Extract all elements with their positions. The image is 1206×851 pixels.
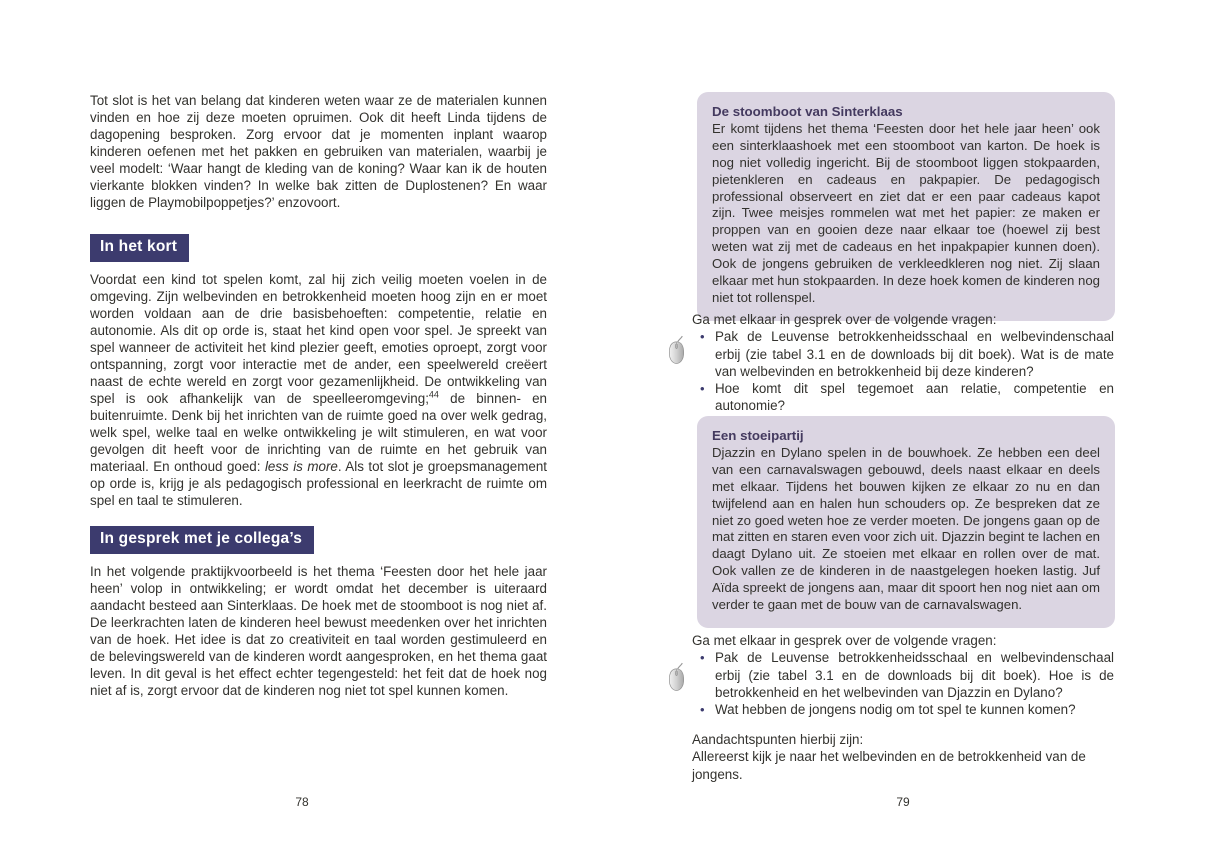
paragraph-text: Voordat een kind tot spelen komt, zal hij zich veilig moeten voelen in de omgeving. Zijn welbevinden en betrokkenheid moeten hoog zijn en er moet worden voldaan aan de drie basisbehoeften: competentie, relatie en autonomie. Als dit op orde is, staat het kind open voor spel. Je spreekt van spel wanneer de activiteit het kind plezier geeft, emoties oproept, zorgt voor ontspanning, zorgt voor interactie met de ander, een speelwereld creëert naast de echte wereld en zorgt voor gezamenlijkheid. De ontwikkeling van spel is ook afhankelijk van de speelleeromgeving; (90, 272, 547, 406)
question-item: • Pak de Leuvense betrokkenheidsschaal en welbevindenschaal erbij (zie tabel 3.1 en de downloads bij dit boek). Wat is de mate van welbevinden en betrokkenheid bij deze kinderen? (715, 328, 1114, 380)
question-item: • Pak de Leuvense betrokkenheidsschaal en welbevindenschaal erbij (zie tabel 3.1 en de downloads bij dit boek). Hoe is de betrokkenheid en het welbevinden van Djazzin en Dylano? (715, 649, 1114, 701)
section-heading-in-gesprek (90, 526, 314, 554)
italic-phrase: less is more (264, 459, 338, 474)
heading-banner: In het kort (90, 234, 189, 262)
footnote-reference: 44 (428, 389, 439, 400)
paragraph-text: de binnen- en buitenruimte. Denk bij het inrichten van de ruimte goed na over welk gedrag, welk spel, welke taal en welke ontwikkeling je wilt stimuleren, en wat voor gevolgen dit heeft voor de inrichting van de ruimte en het gebruik van materiaal. En onthoud goed: (90, 391, 548, 474)
page-number-right: 79 (896, 795, 910, 809)
heading-banner: In gesprek met je collega’s (90, 526, 314, 554)
case-box-stoeipartij (697, 416, 1115, 628)
in-gesprek-paragraph: In het volgende praktijkvoorbeeld is het thema ‘Feesten door het hele jaar heen’ volop in ontwikkeling; er wordt omdat het december is uiteraard aandacht besteed aan Sinterklaas. De hoek met de stoomboot is nog niet af. De leerkrachten laten de kinderen heel bewust meedenken over het inrichten van de hoek. Het idee is dat zo creativiteit en taal worden gestimuleerd en de belevingswereld van de kinderen wordt aangesproken, en het thema gaat leven. In dit geval is het effect echter tegengesteld: het feit dat de hoek nog niet af is, zorgt ervoor dat de kinderen nog niet tot spel kunnen komen. (90, 564, 547, 698)
questions-list (692, 649, 1114, 718)
questions-list (692, 328, 1114, 414)
questions-intro: Ga met elkaar in gesprek over de volgende vragen: (692, 633, 997, 648)
case-box-body: Er komt tijdens het thema ‘Feesten door het hele jaar heen’ ook een sinterklaashoek met een stoomboot van karton. De hoek is nog niet volledig ingericht. Bij de stoomboot liggen stokpaarden, pietenkleren en cadeaus en pakpapier. De pedagogisch professional observeert en ziet dat er een paar cadeaus kapot zijn. Twee meisjes rommelen wat met het papier: ze maken er proppen van en gooien deze naar elkaar toe (hoewel zij best weten wat zij met de cadeaus en het inpakpapier kunnen doen). Ook de jongens gebruiken de verkleedkleren nog niet. Zij slaan elkaar met hun stokpaarden. In deze hoek komen de kinderen nog niet tot rollenspel. (712, 120, 1100, 305)
paragraph-text: . Als tot slot je groepsmanagement op orde is, krijg je als pedagogisch professional en leerkracht de ruimte om spel en taal te stimuleren. (90, 459, 548, 508)
question-item: • Wat hebben de jongens nodig om tot spel te kunnen komen? (715, 701, 1114, 718)
mouse-icon (665, 334, 688, 370)
in-het-kort-paragraph (90, 271, 547, 509)
mouse-icon (665, 661, 688, 697)
questions-intro: Ga met elkaar in gesprek over de volgende vragen: (692, 312, 997, 327)
aandachtspunten-block (692, 731, 1114, 783)
aandachtspunten-intro: Aandachtspunten hierbij zijn: (692, 732, 864, 747)
case-box-stoomboot (697, 92, 1115, 321)
section-heading-in-het-kort (90, 234, 189, 262)
case-box-title: Een stoeipartij (712, 428, 804, 443)
case-box-title: De stoomboot van Sinterklaas (712, 104, 903, 119)
page-number-left: 78 (295, 795, 309, 809)
case-box-body: Djazzin en Dylano spelen in de bouwhoek. Ze hebben een deel van een carnavalswagen gebouwd, deels naast elkaar en deels met elkaar. Tijdens het bouwen kijken ze elkaar zo nu en dan twijfelend aan en halen hun schouders op. Ze bespreken dat ze niet zo goed weten hoe ze verder moeten. De jongens gaan op de mat zitten en staren even voor zich uit. Djazzin begint te lachen en daagt Dylano uit. Ze stoeien met elkaar en rollen over de mat. Ook vallen ze de kinderen in de naastgelegen hoeken lastig. Juf Aïda spreekt de jongens aan, maar dit spoort hen nog niet aan om verder te gaan met de bouw van de carnavalswagen. (712, 444, 1100, 613)
intro-paragraph: Tot slot is het van belang dat kinderen weten waar ze de materialen kunnen vinden en hoe zij deze moeten opruimen. Ook dit heeft Linda tijdens de dagopening besproken. Zorg ervoor dat je momenten inplant waarop kinderen oefenen met het pakken en gebruiken van materialen, waarbij je veel modelt: ‘Waar hangt de kleding van de koning? Waar kan ik de houten vierkante blokken vinden? In welke bak zitten de Duplostenen? En waar liggen de Playmobilpoppetjes?’ enzovoort. (90, 93, 547, 210)
discussion-questions-2 (692, 632, 1114, 718)
discussion-questions-1 (692, 311, 1114, 415)
question-item: • Hoe komt dit spel tegemoet aan relatie, competentie en autonomie? (715, 380, 1114, 415)
aandachtspunten-text: Allereerst kijk je naar het welbevinden en de betrokkenheid van de jongens. (692, 749, 1086, 782)
